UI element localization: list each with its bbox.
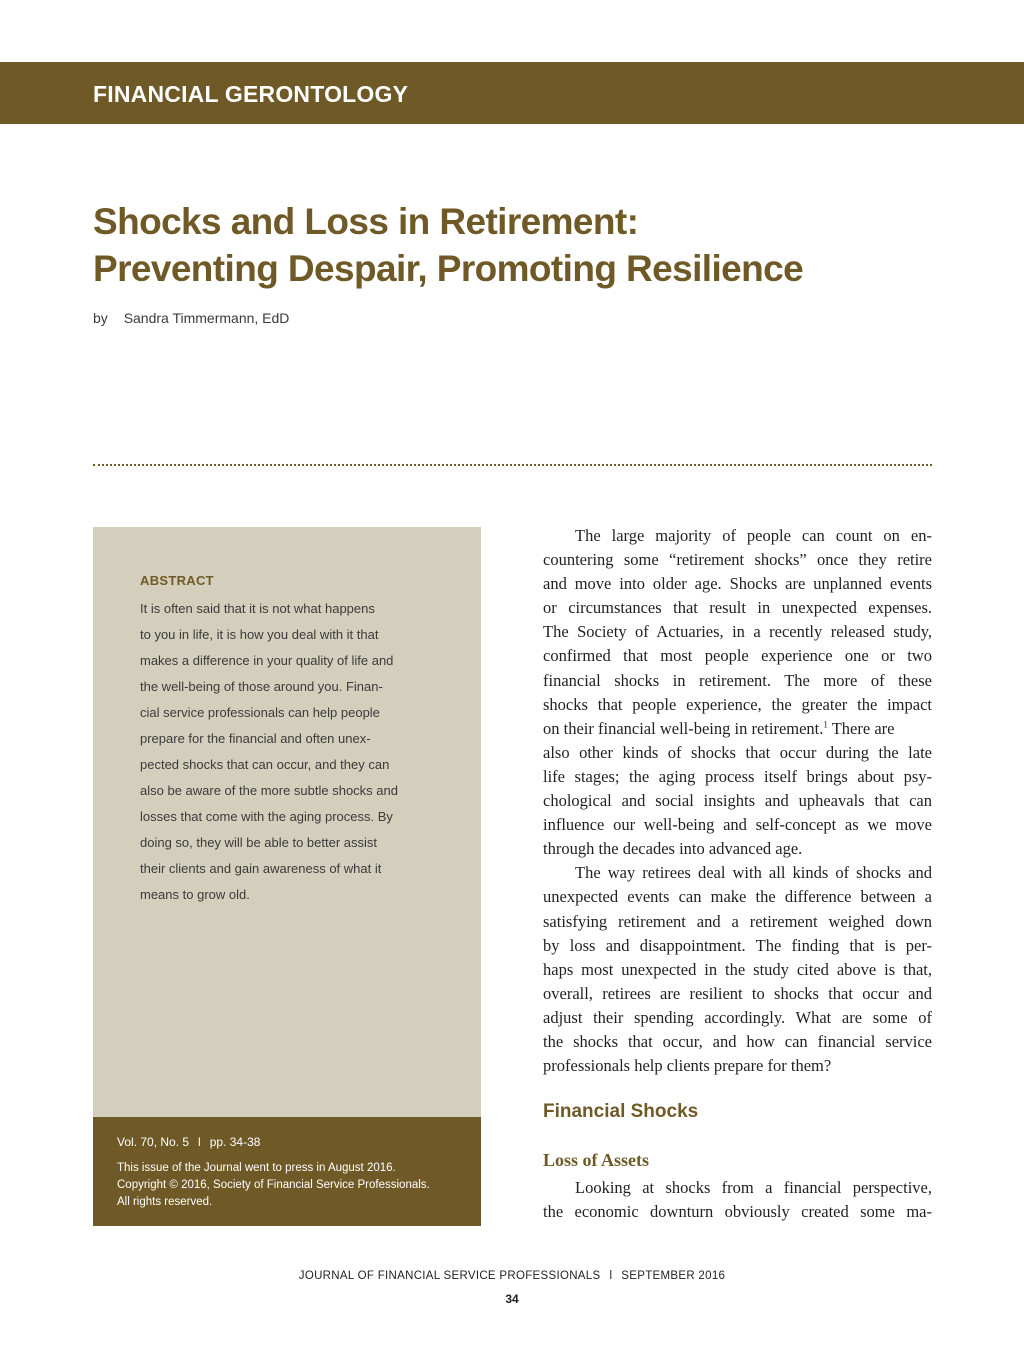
abstract-line: doing so, they will be able to better assist [140,835,378,850]
body-line-text: on their financial well-being in retirement. [543,718,824,738]
abstract-line: to you in life, it is how you deal with it that [140,627,379,642]
abstract-line: their clients and gain awareness of what it [140,861,382,876]
body-text-column [543,524,932,1078]
body-line [543,717,932,741]
dotted-divider [93,464,932,466]
section-label: FINANCIAL GERONTOLOGY [93,81,409,107]
body-line: through the decades into advanced age. [543,839,803,859]
article-title-line: Preventing Despair, Promoting Resilience [93,248,804,289]
page-number: 34 [505,1292,519,1306]
volume-info [117,1135,260,1149]
section-heading: Financial Shocks [543,1101,699,1122]
press-note-line: Copyright © 2016, Society of Financial Service Professionals. [117,1179,430,1191]
abstract-line: makes a difference in your quality of life and [140,653,394,668]
press-note-line: This issue of the Journal went to press in August 2016. [117,1162,396,1174]
body-line: unexpected events can make the difference between a [543,887,932,907]
page-range: pp. 34-38 [209,1135,261,1149]
abstract-line: means to grow old. [140,887,250,902]
body-line: professionals help clients prepare for them? [543,1056,832,1076]
abstract-line: prepare for the financial and often unex- [140,731,371,746]
body-line: haps most unexpected in the study cited above is that, [543,959,932,979]
body-line: adjust their spending accordingly. What are some of [543,1007,932,1027]
body-line: shocks that people experience, the greater the impact [543,694,932,714]
journal-name: JOURNAL OF FINANCIAL SERVICE PROFESSIONALS [298,1270,601,1282]
body-line: countering some “retirement shocks” once they retire [543,550,932,570]
body-text-column-continued [543,1176,932,1224]
body-line: chological and social insights and upheavals that can [543,791,932,811]
body-line: the shocks that occur, and how can financial service [543,1031,932,1051]
abstract-line: It is often said that it is not what happens [140,601,375,616]
volume-number: Vol. 70, No. 5 [117,1135,190,1149]
footer-separator: l [609,1270,613,1282]
article-title [93,198,943,292]
volume-separator: l [198,1135,201,1149]
abstract-line: pected shocks that can occur, and they can [140,757,390,772]
abstract-heading: ABSTRACT [140,573,214,588]
body-line: by loss and disappointment. The finding that is per- [543,935,932,955]
body-line: The Society of Actuaries, in a recently released study, [543,622,932,642]
byline-prefix: by [93,310,108,326]
body-line: the economic downturn obviously created some ma- [543,1202,932,1222]
byline [93,310,289,326]
body-line: and move into older age. Shocks are unplanned events [543,574,932,594]
body-line: life stages; the aging process itself brings about psy- [543,766,932,786]
subsection-heading: Loss of Assets [543,1150,650,1170]
abstract-line: the well-being of those around you. Finan- [140,679,383,694]
body-line: Looking at shocks from a financial perspective, [575,1178,932,1197]
page-footer [0,1270,1024,1282]
abstract-text [140,596,434,908]
press-note [117,1160,472,1211]
body-line: satisfying retirement and a retirement weighed down [543,911,932,931]
abstract-line: cial service professionals can help people [140,705,380,720]
body-line: also other kinds of shocks that occur during the late [543,742,932,762]
body-line: overall, retirees are resilient to shocks that occur and [543,983,932,1003]
issue-date: SEPTEMBER 2016 [621,1270,726,1282]
author-name: Sandra Timmermann, EdD [123,310,290,326]
body-line-text: There are [827,718,895,738]
article-title-line: Shocks and Loss in Retirement: [93,201,639,242]
body-line: financial shocks in retirement. The more of these [543,670,932,690]
body-line: influence our well-being and self-concept as we move [543,815,932,835]
abstract-line: also be aware of the more subtle shocks and [140,783,398,798]
press-note-line: All rights reserved. [117,1196,213,1208]
body-line: The large majority of people can count on en- [575,526,932,545]
abstract-line: losses that come with the aging process. By [140,809,393,824]
body-line: The way retirees deal with all kinds of shocks and [575,863,932,883]
footnote-reference[interactable]: 1 [823,719,828,730]
body-line: or circumstances that result in unexpected expenses. [543,598,932,618]
body-line: confirmed that most people experience one or two [543,646,932,666]
